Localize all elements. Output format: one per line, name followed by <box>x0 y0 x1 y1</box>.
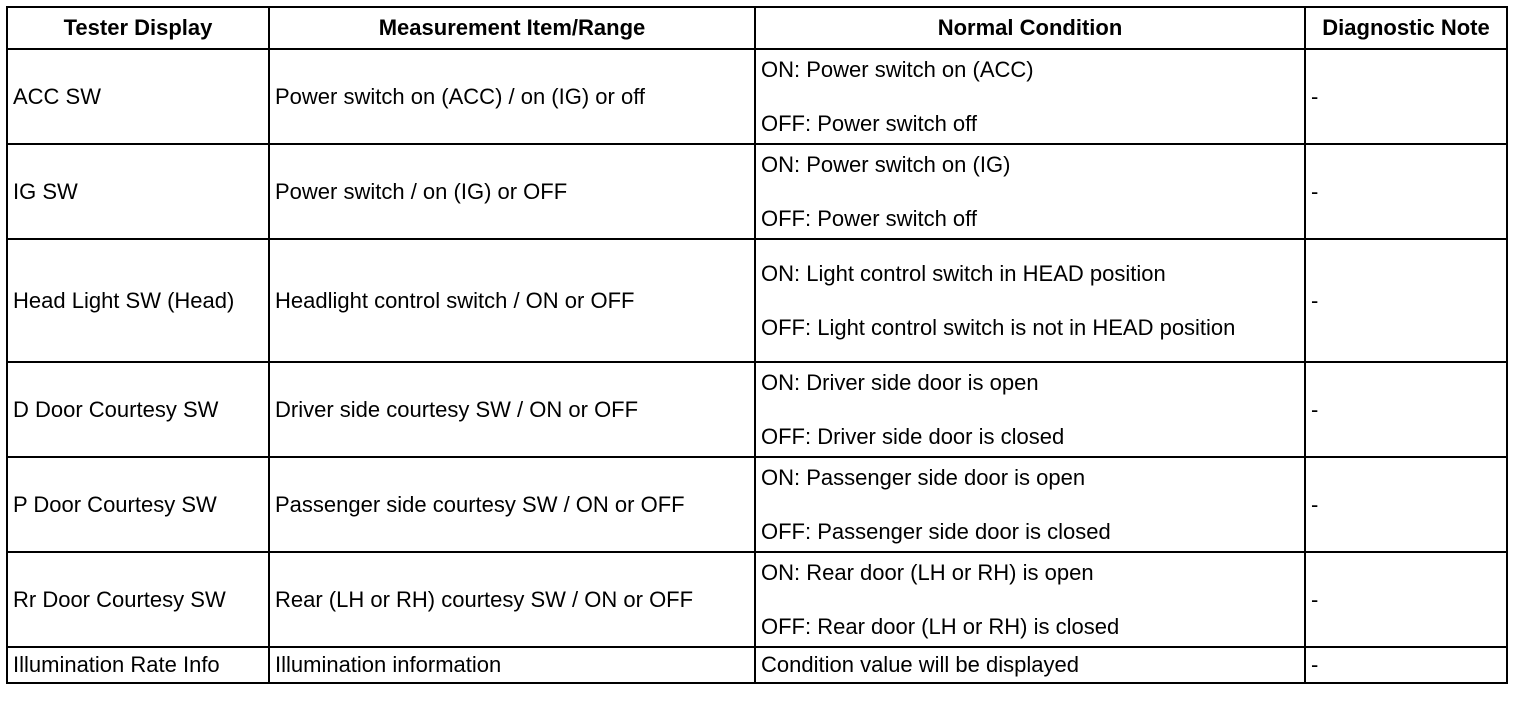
normal-condition-cell <box>755 144 1305 239</box>
measurement-cell: Driver side courtesy SW / ON or OFF <box>269 362 755 457</box>
table-row <box>7 239 1507 362</box>
condition-off-text: OFF: Power switch off <box>761 205 977 231</box>
diagnostic-note-cell: - <box>1305 239 1507 362</box>
table-row <box>7 647 1507 683</box>
tester-display-cell: IG SW <box>7 144 269 239</box>
condition-on-text: ON: Rear door (LH or RH) is open <box>761 559 1094 585</box>
tester-display-cell: Illumination Rate Info <box>7 647 269 683</box>
condition-off-text: OFF: Power switch off <box>761 110 977 136</box>
tester-display-cell: P Door Courtesy SW <box>7 457 269 552</box>
header-measurement-item: Measurement Item/Range <box>269 7 755 49</box>
normal-condition-cell <box>755 457 1305 552</box>
header-diagnostic-note: Diagnostic Note <box>1305 7 1507 49</box>
tester-display-cell: ACC SW <box>7 49 269 144</box>
diagnostic-note-cell: - <box>1305 647 1507 683</box>
normal-condition-cell <box>755 362 1305 457</box>
table-row <box>7 49 1507 144</box>
tester-display-cell: Head Light SW (Head) <box>7 239 269 362</box>
data-list-table <box>6 6 1508 684</box>
table-row <box>7 362 1507 457</box>
condition-off-text: OFF: Driver side door is closed <box>761 423 1065 449</box>
header-normal-condition: Normal Condition <box>755 7 1305 49</box>
diagnostic-note-cell: - <box>1305 457 1507 552</box>
tester-display-cell: D Door Courtesy SW <box>7 362 269 457</box>
condition-off-text: OFF: Light control switch is not in HEAD position <box>761 314 1236 340</box>
measurement-cell: Headlight control switch / ON or OFF <box>269 239 755 362</box>
condition-on-text: ON: Passenger side door is open <box>761 464 1086 490</box>
table-row <box>7 457 1507 552</box>
normal-condition-cell: Condition value will be displayed <box>755 647 1305 683</box>
measurement-cell: Passenger side courtesy SW / ON or OFF <box>269 457 755 552</box>
diagnostic-note-cell: - <box>1305 49 1507 144</box>
diagnostic-note-cell: - <box>1305 362 1507 457</box>
table-row <box>7 144 1507 239</box>
condition-on-text: ON: Driver side door is open <box>761 369 1039 395</box>
table-row <box>7 552 1507 647</box>
header-row <box>7 7 1507 49</box>
measurement-cell: Power switch on (ACC) / on (IG) or off <box>269 49 755 144</box>
measurement-cell: Illumination information <box>269 647 755 683</box>
condition-off-text: OFF: Rear door (LH or RH) is closed <box>761 613 1120 639</box>
tester-display-cell: Rr Door Courtesy SW <box>7 552 269 647</box>
normal-condition-cell <box>755 552 1305 647</box>
measurement-cell: Rear (LH or RH) courtesy SW / ON or OFF <box>269 552 755 647</box>
condition-on-text: ON: Light control switch in HEAD position <box>761 260 1166 286</box>
condition-on-text: ON: Power switch on (ACC) <box>761 56 1034 82</box>
header-tester-display: Tester Display <box>7 7 269 49</box>
normal-condition-cell <box>755 49 1305 144</box>
measurement-cell: Power switch / on (IG) or OFF <box>269 144 755 239</box>
normal-condition-cell <box>755 239 1305 362</box>
diagnostic-note-cell: - <box>1305 144 1507 239</box>
diagnostic-note-cell: - <box>1305 552 1507 647</box>
condition-on-text: ON: Power switch on (IG) <box>761 151 1011 177</box>
condition-off-text: OFF: Passenger side door is closed <box>761 518 1111 544</box>
